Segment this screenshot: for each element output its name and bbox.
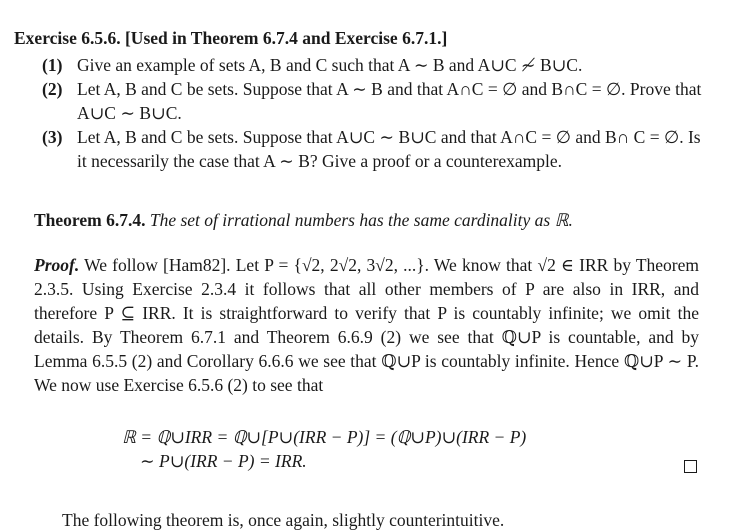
exercise-list bbox=[42, 53, 704, 173]
exercise-heading bbox=[14, 26, 704, 50]
exercise-item bbox=[42, 53, 704, 77]
proof-text: We follow [Ham82]. Let P = {√2, 2√2, 3√2, ...}. We know that √2 ∈ IRR by Theorem 2.3.5. Using Exercise 2.3.4 it follows that all other members of P are also in IRR, and therefore P ⊆ IRR. It is straightforward to verify that P is countably infinite; we omit the details. By Theorem 6.7.1 and Theorem 6.6.9 (2) we see that ℚ∪P is countable, and by Lemma 6.5.5 (2) and Corollary 6.6.6 we see that ℚ∪P is countably infinite. Hence ℚ∪P ∼ P. We now use Exercise 6.5.6 (2) to see that bbox=[34, 255, 700, 395]
exercise-item bbox=[42, 77, 704, 125]
exercise-item-text: Let A, B and C be sets. Suppose that A ∼ B and that A∩C = ∅ and B∩C = ∅. Prove that A∪C ∼ B∪C. bbox=[77, 79, 702, 123]
trailing-sentence: The following theorem is, once again, slightly counterintuitive. bbox=[62, 510, 505, 530]
proof-label: Proof. bbox=[34, 255, 80, 275]
exercise-item-number: (3) bbox=[42, 127, 63, 147]
exercise-title: Exercise 6.5.6. bbox=[14, 28, 121, 48]
theorem-statement: The set of irrational numbers has the same cardinality as ℝ. bbox=[149, 210, 573, 230]
exercise-item-number: (1) bbox=[42, 55, 63, 75]
exercise-item-text: Give an example of sets A, B and C such that A ∼ B and A∪C ≁ B∪C. bbox=[77, 55, 583, 75]
exercise-item-number: (2) bbox=[42, 79, 63, 99]
display-equation bbox=[122, 425, 682, 473]
equation-line-2: ∼ P∪(IRR − P) = IRR. bbox=[140, 451, 307, 471]
theorem-title: Theorem 6.7.4. bbox=[34, 210, 146, 230]
exercise-note: [Used in Theorem 6.7.4 and Exercise 6.7.1.] bbox=[124, 28, 448, 48]
exercise-item bbox=[42, 125, 704, 173]
theorem-block bbox=[34, 208, 699, 232]
exercise-block bbox=[14, 26, 704, 173]
qed-square-icon bbox=[684, 460, 697, 473]
proof-block bbox=[34, 253, 699, 397]
exercise-item-text: Let A, B and C be sets. Suppose that A∪C ∼ B∪C and that A∩C = ∅ and B∩ C = ∅. Is it necessarily the case that A ∼ B? Give a proof or a counterexample. bbox=[77, 127, 701, 171]
equation-line-1: ℝ = ℚ∪IRR = ℚ∪[P∪(IRR − P)] = (ℚ∪P)∪(IRR − P) bbox=[122, 427, 527, 447]
